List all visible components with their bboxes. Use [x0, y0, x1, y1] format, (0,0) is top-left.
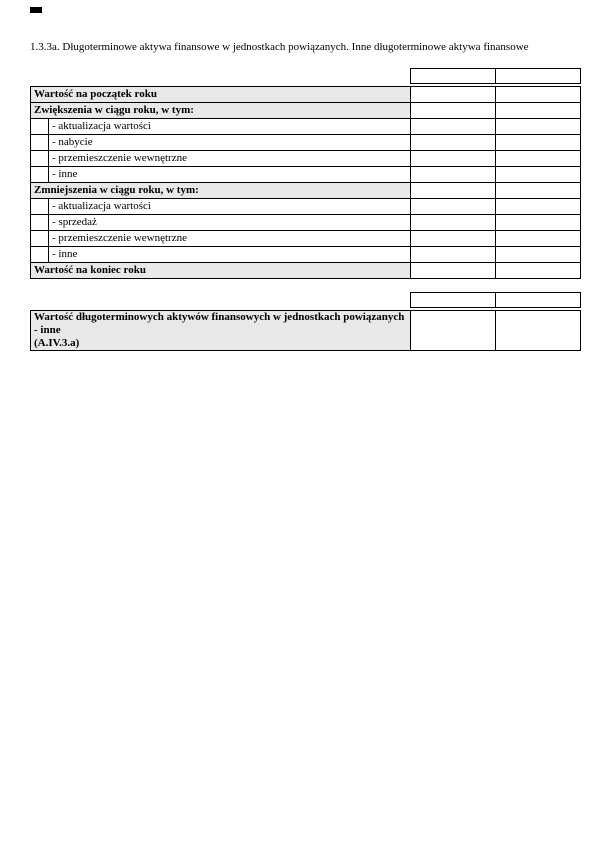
value-cell[interactable] [411, 135, 496, 151]
indent-cell [31, 199, 49, 215]
row-label-line-2: (A.IV.3.a) [34, 337, 80, 349]
value-cell[interactable] [411, 247, 496, 263]
row-label: - przemieszczenie wewnętrzne [49, 151, 411, 167]
table-row-decrease-sale [31, 215, 581, 231]
value-cell[interactable] [496, 103, 581, 119]
indent-cell [31, 135, 49, 151]
value-cell[interactable] [411, 311, 496, 351]
value-cell[interactable] [496, 311, 581, 351]
table-row-decrease-internal-transfer [31, 231, 581, 247]
indent-cell [31, 151, 49, 167]
column-header-cell-2[interactable] [496, 69, 581, 84]
row-label: - przemieszczenie wewnętrzne [49, 231, 411, 247]
value-cell[interactable] [411, 263, 496, 279]
value-cell[interactable] [411, 183, 496, 199]
assets-summary-table [30, 292, 581, 351]
value-cell[interactable] [496, 183, 581, 199]
indent-cell [31, 215, 49, 231]
column-header-cell-1[interactable] [411, 69, 496, 84]
page-content [30, 7, 580, 351]
table-row-opening-value [31, 87, 581, 103]
table-row-summary-value [31, 311, 581, 351]
indent-cell [31, 231, 49, 247]
value-cell[interactable] [496, 135, 581, 151]
table-row-increases [31, 103, 581, 119]
row-label: Zwiększenia w ciągu roku, w tym: [31, 103, 411, 119]
indent-cell [31, 119, 49, 135]
value-cell[interactable] [411, 103, 496, 119]
table-row-decreases [31, 183, 581, 199]
table-row-increase-revaluation [31, 119, 581, 135]
value-cell[interactable] [411, 215, 496, 231]
table-row-decrease-other [31, 247, 581, 263]
row-label: - inne [49, 167, 411, 183]
value-cell[interactable] [496, 247, 581, 263]
value-cell[interactable] [496, 119, 581, 135]
row-label: Wartość na początek roku [31, 87, 411, 103]
table-row-decrease-revaluation [31, 199, 581, 215]
value-cell[interactable] [411, 167, 496, 183]
assets-movement-table [30, 68, 581, 279]
indent-cell [31, 247, 49, 263]
document-title: 1.3.3a. Długoterminowe aktywa finansowe w jednostkach powiązanych. Inne długoterminowe aktywa finansowe [30, 41, 529, 53]
table2-header-row [31, 293, 581, 308]
column-header-cell-1[interactable] [411, 293, 496, 308]
registration-mark [30, 7, 42, 13]
value-cell[interactable] [496, 215, 581, 231]
row-label: Wartość na koniec roku [31, 263, 411, 279]
row-label: Zmniejszenia w ciągu roku, w tym: [31, 183, 411, 199]
value-cell[interactable] [496, 199, 581, 215]
row-label: - nabycie [49, 135, 411, 151]
indent-cell [31, 167, 49, 183]
row-label [31, 311, 411, 351]
table-row-increase-internal-transfer [31, 151, 581, 167]
value-cell[interactable] [411, 87, 496, 103]
row-label: - aktualizacja wartości [49, 199, 411, 215]
value-cell[interactable] [496, 87, 581, 103]
value-cell[interactable] [496, 231, 581, 247]
column-header-cell-2[interactable] [496, 293, 581, 308]
value-cell[interactable] [411, 199, 496, 215]
row-label: - aktualizacja wartości [49, 119, 411, 135]
header-spacer [31, 69, 411, 84]
table-row-closing-value [31, 263, 581, 279]
table-row-increase-other [31, 167, 581, 183]
row-label: - inne [49, 247, 411, 263]
value-cell[interactable] [496, 263, 581, 279]
table-row-increase-purchase [31, 135, 581, 151]
header-spacer [31, 293, 411, 308]
value-cell[interactable] [411, 151, 496, 167]
row-label-line-1: Wartość długoterminowych aktywów finansowych w jednostkach powiązanych - inne [34, 311, 405, 336]
value-cell[interactable] [411, 119, 496, 135]
value-cell[interactable] [496, 167, 581, 183]
table1-header-row [31, 69, 581, 84]
row-label: - sprzedaż [49, 215, 411, 231]
value-cell[interactable] [411, 231, 496, 247]
value-cell[interactable] [496, 151, 581, 167]
